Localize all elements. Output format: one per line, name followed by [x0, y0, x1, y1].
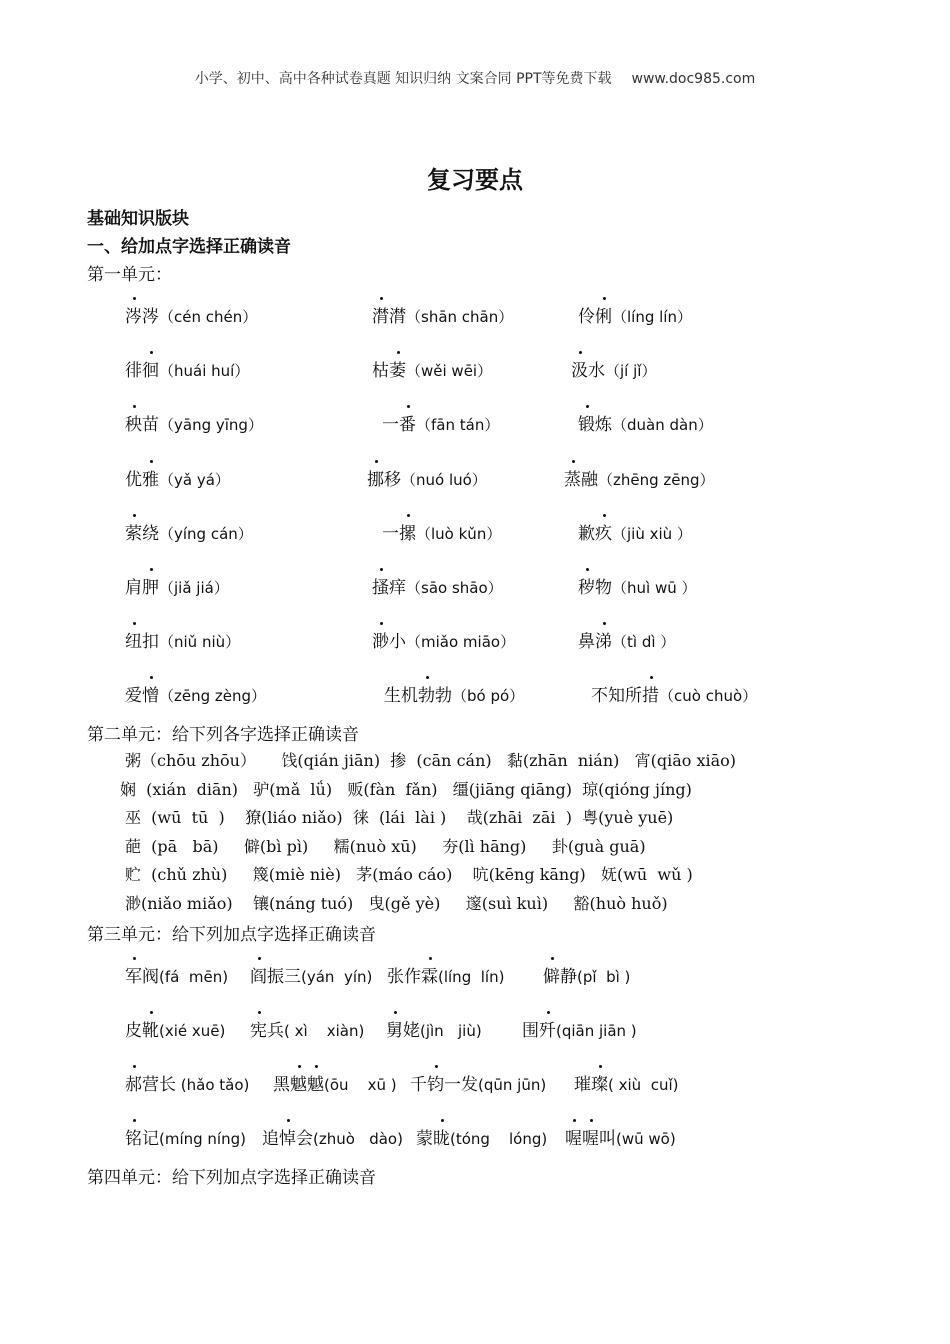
unit1-item — [372, 356, 492, 381]
pinyin-choices: (pǐ bì ) — [577, 968, 631, 986]
pinyin-choices: (wū wō) — [616, 1130, 676, 1148]
pinyin-choices: (zhuò dào) — [313, 1130, 403, 1148]
unit3-item — [125, 1070, 249, 1095]
header-url[interactable]: www.doc985.com — [631, 71, 756, 87]
unit1-item — [578, 573, 697, 598]
word: 挪移 — [367, 470, 401, 490]
word: 铭记 — [125, 1129, 159, 1149]
pinyin-choices: (tóng lóng) — [450, 1130, 548, 1148]
unit3-item — [250, 1016, 364, 1041]
unit2-row: 巫 (wū tū ) 獠(liáo niǎo) 徕 (lái lài ) 哉(zhāi zāi ) 粤(yuè yuē) — [125, 808, 674, 827]
pinyin-choices: （fān tán） — [416, 416, 500, 435]
pinyin-choices: （jiǎ jiá） — [159, 579, 229, 597]
unit3-item — [574, 1070, 678, 1095]
pinyin-choices: （yǎ yá） — [159, 470, 230, 489]
unit3-item — [250, 962, 372, 987]
word: 秧苗 — [125, 415, 159, 435]
pinyin-choices: （miǎo miāo） — [406, 633, 516, 652]
pinyin-choices: （zēng zèng） — [159, 687, 267, 706]
word: 一摞 — [382, 524, 416, 544]
word: 皮靴 — [125, 1021, 159, 1041]
word: 萦绕 — [125, 524, 159, 544]
pinyin-choices: （shān chān） — [406, 308, 514, 326]
unit1-item — [125, 465, 230, 490]
pinyin-choices: （yíng cán） — [159, 524, 253, 543]
word: 涔涔 — [125, 307, 159, 327]
word: 喔喔叫 — [565, 1129, 616, 1149]
unit3-item — [543, 962, 630, 987]
unit2-label: 第二单元：给下列各字选择正确读音 — [87, 725, 359, 745]
unit1-item — [591, 681, 757, 706]
pinyin-choices: （huái huí） — [159, 362, 250, 381]
word: 爱憎 — [125, 686, 159, 706]
word: 优雅 — [125, 470, 159, 490]
pinyin-choices: （luò kǔn） — [416, 524, 502, 543]
pinyin-choices: (xié xuē) — [159, 1022, 226, 1040]
unit2-row: 渺(niǎo miǎo) 镶(náng tuó) 曳(gě yè) 邃(suì kuì) 豁(huò huǒ) — [125, 893, 668, 913]
unit1-item — [125, 627, 240, 652]
word: 蒙眬 — [416, 1129, 450, 1149]
pinyin-choices: （nuó luó） — [401, 470, 487, 489]
unit1-item — [125, 681, 266, 706]
unit1-item — [578, 302, 692, 327]
unit1-item — [564, 465, 715, 490]
pinyin-choices: （yāng yīng） — [159, 416, 263, 435]
unit3-label: 第三单元：给下列加点字选择正确读音 — [87, 925, 376, 945]
pinyin-choices: ( xiù cuǐ) — [608, 1076, 679, 1094]
pinyin-choices: (jìn jiù) — [420, 1022, 482, 1040]
unit3-item — [262, 1124, 403, 1149]
unit3-item — [565, 1124, 676, 1149]
word: 不知所措 — [591, 686, 659, 706]
pinyin-choices: (ōu xū ) — [324, 1076, 397, 1094]
pinyin-choices: ( xì xiàn) — [284, 1022, 365, 1040]
unit1-item — [382, 410, 499, 435]
pinyin-choices: （wěi wēi） — [406, 362, 493, 381]
word: 搔痒 — [372, 578, 406, 598]
unit1-item — [372, 302, 513, 327]
unit1-item — [125, 519, 253, 544]
unit2-row: 葩 (pā bā) 僻(bì pì) 糯(nuò xū) 夯(lì hāng) 卦(guà guā) — [125, 836, 646, 856]
word: 肩胛 — [125, 578, 159, 598]
word: 潸潸 — [372, 307, 406, 327]
word: 追悼会 — [262, 1129, 313, 1149]
unit1-item — [125, 302, 257, 327]
word: 千钧一发 — [410, 1075, 478, 1095]
unit1-item — [578, 410, 713, 435]
unit4-label: 第四单元：给下列加点字选择正确读音 — [87, 1168, 376, 1188]
subsection-heading: 一、给加点字选择正确读音 — [87, 237, 291, 257]
pinyin-choices: （jiù xiù ） — [612, 524, 692, 543]
word: 锻炼 — [578, 415, 612, 435]
unit3-item — [416, 1124, 547, 1149]
word: 璀璨 — [574, 1075, 608, 1095]
word: 郝营长 — [125, 1075, 176, 1095]
word: 黑魆魆 — [273, 1075, 324, 1095]
pinyin-choices: (qiān jiān ) — [556, 1022, 637, 1040]
word: 舅姥 — [386, 1021, 420, 1041]
pinyin-choices: （huì wū ） — [612, 579, 697, 597]
word: 军阀 — [125, 967, 159, 987]
pinyin-choices: (míng níng) — [159, 1130, 246, 1148]
pinyin-choices: （duàn dàn） — [612, 416, 713, 435]
word: 渺小 — [372, 632, 406, 652]
page-title: 复习要点 — [427, 166, 523, 194]
pinyin-choices: (yán yín) — [301, 968, 373, 986]
unit3-item — [386, 1016, 482, 1041]
pinyin-choices: （líng lín） — [612, 308, 692, 326]
unit1-item — [384, 681, 524, 706]
header-text: 小学、初中、高中各种试卷真题 知识归纳 文案合同 PPT等免费下载 — [194, 71, 612, 87]
pinyin-choices: （bó pó） — [452, 687, 525, 706]
unit3-item — [125, 1016, 225, 1041]
unit3-item — [387, 962, 504, 987]
unit2-row: 贮 (chǔ zhù) 篾(miè niè) 茅(máo cáo) 吭(kēng kāng) 妩(wū wǔ ) — [125, 865, 693, 884]
unit1-item — [367, 465, 487, 490]
unit1-item — [578, 627, 675, 652]
word: 秽物 — [578, 578, 612, 598]
pinyin-choices: (hǎo tǎo) — [176, 1076, 250, 1094]
word: 伶俐 — [578, 307, 612, 327]
word: 张作霖 — [387, 967, 438, 987]
unit1-item — [578, 519, 692, 544]
unit1-item — [372, 627, 515, 652]
pinyin-choices: （jí jǐ） — [605, 362, 657, 381]
word: 宪兵 — [250, 1021, 284, 1041]
word: 围歼 — [522, 1021, 556, 1041]
pinyin-choices: （sāo shāo） — [406, 579, 503, 597]
unit3-item — [273, 1070, 397, 1095]
word: 僻静 — [543, 967, 577, 987]
unit3-item — [410, 1070, 546, 1095]
word: 一番 — [382, 415, 416, 435]
section-heading: 基础知识版块 — [87, 209, 189, 229]
word: 蒸融 — [564, 470, 598, 490]
unit3-item — [125, 1124, 246, 1149]
word: 纽扣 — [125, 632, 159, 652]
word: 枯萎 — [372, 361, 406, 381]
unit1-item — [125, 573, 229, 598]
unit1-item — [125, 410, 263, 435]
pinyin-choices: （zhēng zēng） — [598, 470, 715, 489]
pinyin-choices: (líng lín) — [438, 968, 505, 986]
unit1-item — [372, 573, 503, 598]
page-header — [0, 68, 950, 88]
unit2-row: 粥（chōu zhōu） 饯(qián jiān) 掺 (cān cán) 黏(zhān nián) 宵(qiāo xiāo) — [125, 751, 737, 770]
pinyin-choices: (fá mēn) — [159, 968, 229, 986]
pinyin-choices: （cén chén） — [159, 308, 258, 326]
word: 汲水 — [571, 361, 605, 381]
pinyin-choices: （tì dì ） — [612, 633, 676, 652]
word: 阎振三 — [250, 967, 301, 987]
unit3-item — [125, 962, 228, 987]
unit1-item — [125, 356, 249, 381]
unit2-row: 娴 (xián diān) 驴(mǎ lǘ) 贩(fàn fǎn) 缰(jiāng qiāng) 琼(qióng jíng) — [120, 779, 692, 799]
word: 徘徊 — [125, 361, 159, 381]
word: 生机勃勃 — [384, 686, 452, 706]
pinyin-choices: （cuò chuò） — [659, 687, 758, 706]
unit3-item — [522, 1016, 637, 1041]
pinyin-choices: （niǔ niù） — [159, 633, 241, 652]
word: 鼻涕 — [578, 632, 612, 652]
unit1-item — [382, 519, 501, 544]
word: 歉疚 — [578, 524, 612, 544]
pinyin-choices: (qūn jūn) — [478, 1076, 547, 1094]
unit1-label: 第一单元： — [87, 265, 172, 285]
unit1-item — [571, 356, 656, 381]
